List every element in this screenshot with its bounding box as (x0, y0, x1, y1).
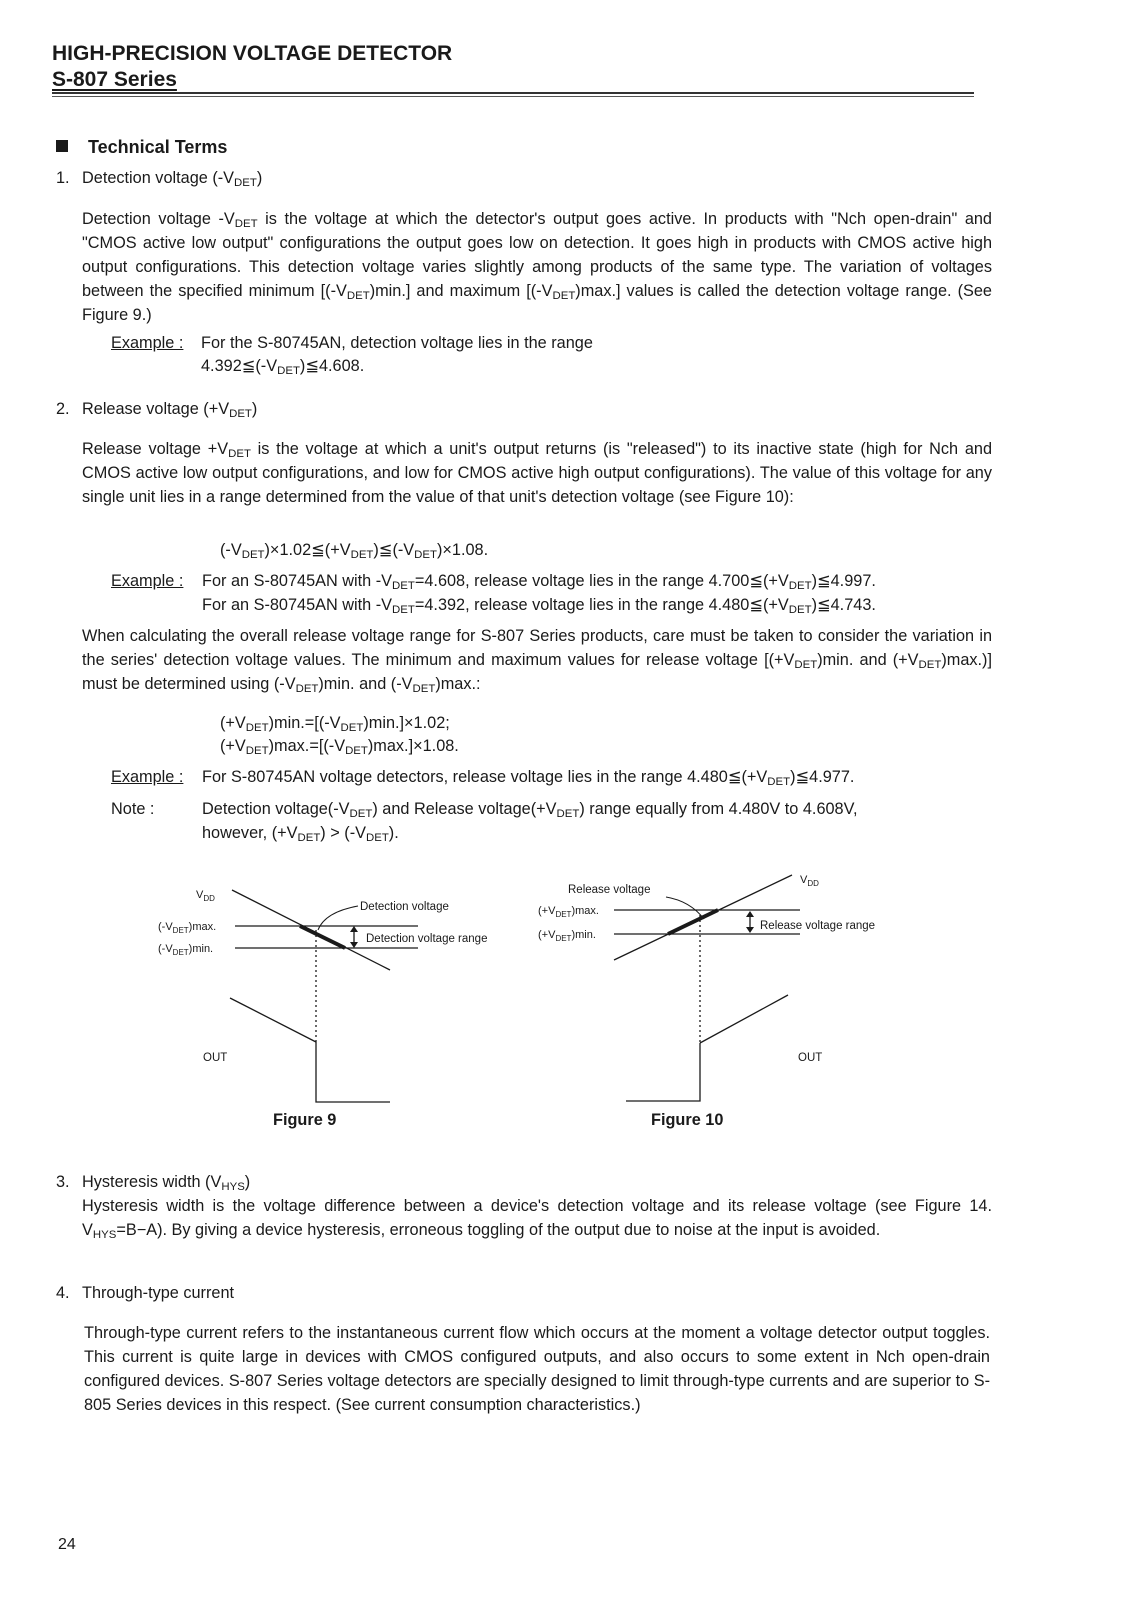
header-rule (52, 92, 974, 97)
subscript: DET (349, 808, 373, 820)
text: For an S-80745AN with -V (202, 572, 393, 590)
item-number: 4. (56, 1284, 70, 1302)
subscript: DET (245, 722, 269, 734)
text: however, (+V (202, 824, 298, 842)
text: )max.)] must be determined using (-V (82, 651, 992, 693)
text: =4.608, release voltage lies in the range 4.700≦(+V (414, 572, 789, 590)
fig10-pointer-line (666, 897, 704, 919)
formula-min (220, 711, 450, 735)
document-title: HIGH-PRECISION VOLTAGE DETECTOR (52, 42, 453, 65)
text: ). (388, 824, 399, 842)
text: )min.]×1.02; (363, 714, 450, 732)
subscript: DET (350, 549, 374, 561)
example-3-line (202, 765, 854, 789)
text: )min.=[(-V (268, 714, 341, 732)
text: )max.] values is called the detection voltage range. (See Figure 9.) (82, 282, 992, 324)
subscript: DET (767, 776, 791, 788)
text: Detection voltage(-V (202, 800, 350, 818)
text: )×1.02≦(+V (264, 541, 351, 559)
fig10-out-step (626, 1043, 700, 1101)
fig9-detection-range-label: Detection voltage range (366, 933, 488, 945)
fig9-out-label: OUT (203, 1052, 228, 1064)
item-2-heading (56, 397, 257, 421)
text: (+V (220, 714, 246, 732)
text: ) and Release voltage(+V (372, 800, 557, 818)
subscript: DET (552, 290, 576, 302)
subscript: DET (241, 549, 265, 561)
subscript: DET (392, 580, 415, 592)
item-title: Release voltage (+V (82, 400, 230, 418)
fig10-release-voltage-label: Release voltage (568, 884, 651, 896)
subscript: DET (228, 448, 251, 460)
subscript: DET (414, 549, 437, 561)
fig10-out-slope (700, 995, 788, 1043)
subscript: DET (340, 722, 364, 734)
paragraph-through-type-current: Through-type current refers to the instantaneous current flow which occurs at the moment a voltage detector output toggles. This current is quite large in devices with CMOS configured outputs, and also occurs to some extent in Nch open-drain configured devices. S-807 Series voltage detectors are specially designed to limit through-type currents and are superior to S-805 Series devices in this respect. (See current consumption characteristics.) (84, 1324, 990, 1414)
figure-9-caption: Figure 9 (273, 1111, 337, 1129)
subscript: DET (277, 365, 300, 377)
item-title-end: ) (256, 169, 263, 187)
text: )×1.08. (436, 541, 489, 559)
fig9-out-step (316, 1042, 390, 1102)
example-2-line-2 (202, 593, 876, 617)
text: For S-80745AN voltage detectors, release voltage lies in the range 4.480≦(+V (202, 768, 768, 786)
item-title-end: ) (244, 1173, 251, 1191)
item-title: Through-type current (82, 1284, 235, 1302)
note-label: Note : (111, 800, 155, 818)
subscript: DET (412, 683, 436, 695)
text: )≦4.743. (811, 596, 876, 614)
formula-max (220, 734, 459, 758)
subscript: HYS (221, 1181, 245, 1193)
fig9-detection-segment (300, 926, 345, 948)
example-1-line-1: For the S-80745AN, detection voltage lies in the range (201, 334, 593, 352)
text: 4.392≦(-V (201, 357, 278, 375)
paragraph-release-voltage (82, 437, 992, 509)
subscript: DET (297, 832, 321, 844)
text: Release voltage +V (82, 440, 229, 458)
fig10-out-label: OUT (798, 1052, 823, 1064)
subscript: DET (346, 290, 370, 302)
text: Hysteresis width is the voltage difference between a device's detection voltage and its release voltage (see Figure 14. V (82, 1197, 992, 1239)
figure-10-caption: Figure 10 (651, 1111, 724, 1129)
figure-9-diagram (140, 870, 540, 1140)
item-number: 1. (56, 169, 70, 187)
example-label: Example : (111, 768, 184, 786)
item-number: 2. (56, 400, 70, 418)
text: Detection voltage -V (82, 210, 235, 228)
fig9-detection-voltage-label: Detection voltage (360, 901, 449, 913)
text: is the voltage at which the detector's output goes active. In products with "Nch open-drain" and "CMOS active low output" configurations the output goes low on detection. It goes high in products with CMOS active high output configurations. This detection voltage varies slightly among products of the same type. The variation of voltages between the specified minimum [(-V (82, 210, 992, 300)
subscript: DET (295, 683, 319, 695)
document-subtitle: S-807 Series (52, 68, 177, 91)
text: (+V (220, 737, 246, 755)
subscript: DET (234, 177, 257, 189)
text: )min. and (-V (318, 675, 413, 693)
text: For an S-80745AN with -V (202, 596, 393, 614)
item-3-heading (56, 1170, 250, 1194)
fig9-max-label: $(-V_{DET})\max$. (158, 921, 217, 935)
subscript: DET (229, 408, 252, 420)
paragraph-hysteresis-width (82, 1194, 992, 1242)
example-2-line-1 (202, 569, 876, 593)
section-title (56, 136, 227, 158)
text: =4.392, release voltage lies in the range 4.480≦(+V (414, 596, 789, 614)
subscript: DET (794, 659, 818, 671)
subscript: DET (345, 745, 368, 757)
fig10-release-range-label: Release voltage range (760, 920, 876, 932)
text: )max.=[(-V (268, 737, 346, 755)
subscript: DET (918, 659, 942, 671)
example-label: Example : (111, 572, 184, 590)
text: is the voltage at which a unit's output returns (is "released") to its inactive state (high for Nch and CMOS active low output configurations, and low for CMOS active high output configurations). The value of this voltage for any single unit lies in a range determined from the value of that unit's detection voltage (see Figure 10): (82, 440, 992, 506)
fig9-vdd-label: $V_{DD}$ (196, 889, 215, 903)
paragraph-overall-release-range (82, 624, 992, 696)
subscript: DET (392, 604, 415, 616)
item-4-heading (56, 1281, 234, 1305)
fig9-min-label: $(-V_{DET})\min$. (158, 943, 214, 957)
square-bullet-icon (56, 140, 68, 152)
text: ) > (-V (320, 824, 366, 842)
text: When calculating the overall release voltage range for S-807 Series products, care must be taken to consider the variation in the series' detection voltage values. The minimum and maximum values for release voltage [(+V (82, 627, 992, 669)
subscript: DET (234, 218, 258, 230)
fig10-min-label: $(+V_{DET})\min$. (538, 929, 596, 943)
subscript: DET (788, 580, 812, 592)
item-title: Detection voltage (-V (82, 169, 235, 187)
example-1-line-2 (201, 354, 364, 378)
text: )≦4.977. (790, 768, 855, 786)
item-number: 3. (56, 1173, 70, 1191)
note-line-2 (202, 821, 399, 845)
subscript: DET (556, 808, 580, 820)
note-line-1 (202, 797, 858, 821)
item-title: Hysteresis width (V (82, 1173, 222, 1191)
page-number: 24 (58, 1536, 76, 1553)
text: =B−A). By giving a device hysteresis, erroneous toggling of the output due to noise at the input is avoided. (116, 1221, 881, 1239)
text: )≦4.608. (299, 357, 365, 375)
text: )min. and (+V (817, 651, 919, 669)
subscript: HYS (92, 1229, 117, 1241)
fig9-out-slope (230, 998, 316, 1042)
fig10-release-segment (668, 910, 718, 934)
text: (-V (220, 541, 242, 559)
subscript: DET (245, 745, 269, 757)
section-title-text: Technical Terms (88, 137, 228, 157)
paragraph-detection-voltage (82, 207, 992, 327)
fig10-vdd-label: $V_{DD}$ (800, 874, 819, 888)
item-1-heading (56, 166, 262, 190)
formula-release-range (220, 538, 488, 562)
item-title-end: ) (251, 400, 258, 418)
example-label: Example : (111, 334, 184, 352)
subscript: DET (788, 604, 812, 616)
text: )≦4.997. (811, 572, 876, 590)
subscript: DET (365, 832, 389, 844)
text: )max.]×1.08. (367, 737, 459, 755)
text: )min.] and maximum [(-V (369, 282, 553, 300)
text: )max.: (435, 675, 481, 693)
text: )≦(-V (373, 541, 415, 559)
fig10-max-label: $(+V_{DET})\max$. (538, 905, 599, 919)
text: ) range equally from 4.480V to 4.608V, (579, 800, 858, 818)
figure-10-diagram (530, 865, 930, 1140)
